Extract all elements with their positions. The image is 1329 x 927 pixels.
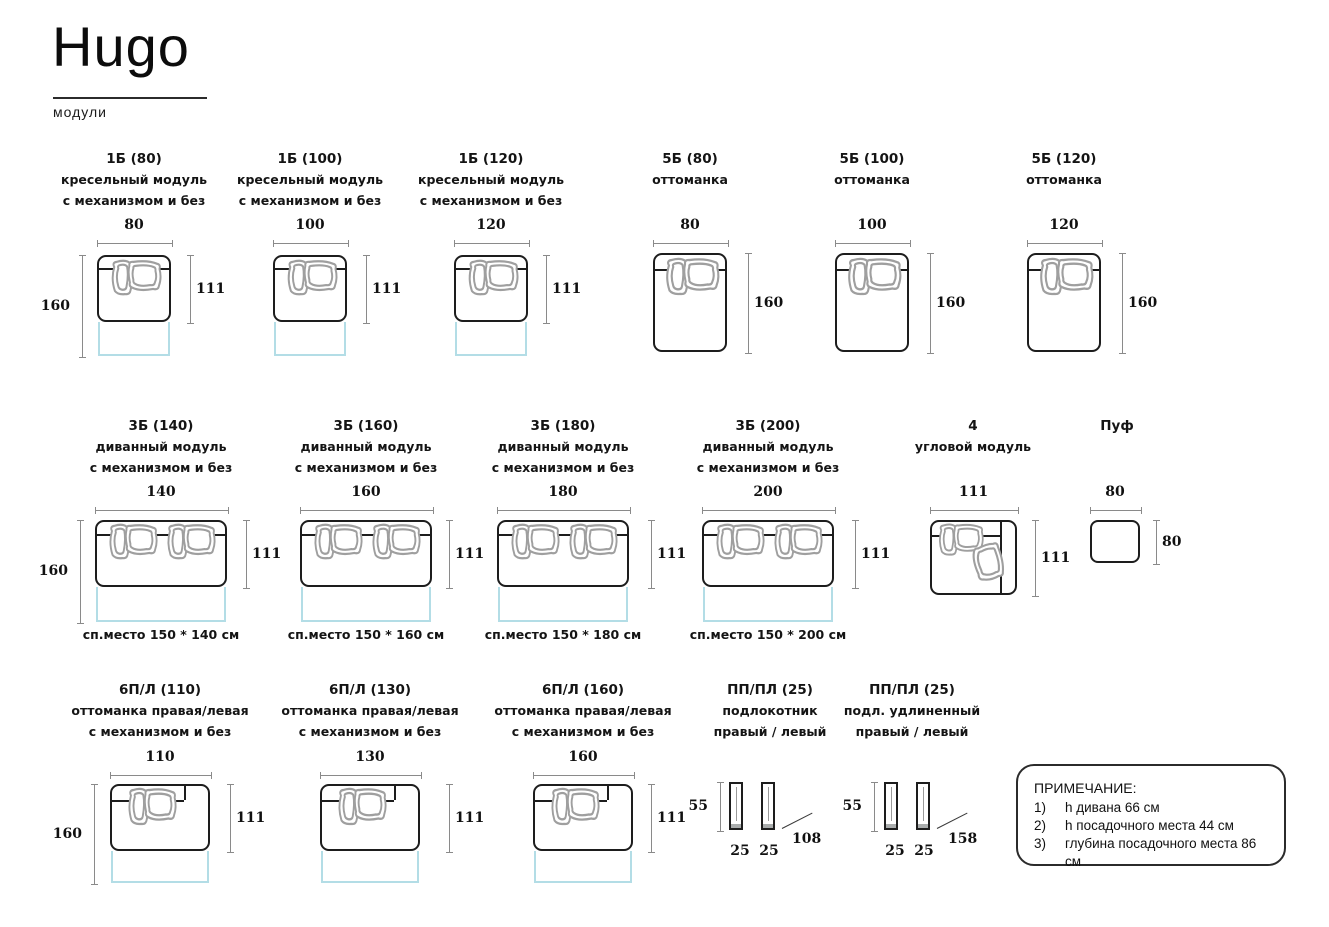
arm-long-armrest-outline: [884, 782, 898, 830]
pillows-icon: [545, 786, 601, 828]
b6-110-subtitle: с механизмом и без: [88, 724, 232, 739]
pouf-title: Пуф: [1100, 418, 1134, 434]
corner-width-dim-line: [930, 507, 1019, 514]
note-item-number: 1): [1034, 800, 1047, 815]
b3-160-subtitle: с механизмом и без: [294, 460, 438, 475]
arm-long-subtitle: правый / левый: [855, 724, 969, 739]
pillows-icon: [563, 522, 619, 562]
b3-200-subtitle: диванный модуль: [702, 439, 834, 454]
b1-80-width-dim-line: [97, 240, 173, 247]
b6-160-title: 6П/Л (160): [541, 682, 625, 698]
b6-110-back-step: [184, 786, 186, 800]
b1-100-width-dim: 100: [295, 217, 325, 233]
b5-120-depth-dim: 160: [1128, 294, 1158, 311]
b3-180-mechanism-outline: [498, 587, 628, 622]
b6-110-total_depth-dim-line: [91, 784, 98, 885]
b5-100-depth-dim-line: [927, 253, 934, 354]
arm-std-length-leader-line: [782, 813, 813, 829]
b3-160-title: 3Б (160): [333, 418, 399, 434]
b5-120-width-dim-line: [1027, 240, 1103, 247]
pillows-icon: [308, 522, 364, 562]
b6-160-subtitle: оттоманка правая/левая: [494, 703, 672, 718]
b5-120-title: 5Б (120): [1031, 151, 1097, 167]
note-item: [1034, 817, 1274, 835]
b1-100-subtitle: с механизмом и без: [238, 193, 382, 208]
pouf-width-dim: 80: [1105, 484, 1125, 500]
b3-200-mechanism-outline: [703, 587, 833, 622]
b3-160-mechanism-outline: [301, 587, 431, 622]
b3-180-width-dim: 180: [548, 484, 578, 500]
b1-80-seat_depth-dim: 111: [196, 280, 226, 297]
arm-std-armrest-outline: [761, 782, 775, 830]
b3-160-bed-size: сп.место 150 * 160 см: [287, 627, 445, 642]
b3-140-total_depth-dim-line: [77, 520, 84, 624]
b1-100-title: 1Б (100): [277, 151, 343, 167]
corner-depth-dim-line: [1032, 520, 1039, 597]
b5-80-depth-dim-line: [745, 253, 752, 354]
b3-180-width-dim-line: [497, 507, 631, 514]
b1-120-subtitle: кресельный модуль: [417, 172, 565, 187]
b1-80-total_depth-dim: 160: [40, 297, 70, 314]
pouf-depth-dim-line: [1153, 520, 1160, 565]
arm-std-armrest-outline: [729, 782, 743, 830]
b6-130-title: 6П/Л (130): [328, 682, 412, 698]
page-subtitle: модули: [53, 104, 107, 120]
b6-160-width-dim: 160: [568, 749, 598, 765]
pouf-width-dim-line: [1090, 507, 1142, 514]
b1-120-title: 1Б (120): [458, 151, 524, 167]
b1-80-total_depth-dim-line: [79, 255, 86, 358]
b1-100-seat_depth-dim-line: [363, 255, 370, 324]
b5-100-width-dim: 100: [857, 217, 887, 233]
b1-120-mechanism-outline: [455, 322, 527, 356]
arm-std-width-dim: 25: [759, 843, 779, 859]
b6-110-width-dim: 110: [145, 749, 175, 765]
b6-160-mechanism-outline: [534, 851, 632, 883]
arm-long-length-leader-line: [937, 813, 968, 829]
b5-80-depth-dim: 160: [754, 294, 784, 311]
b3-160-width-dim-line: [300, 507, 434, 514]
b3-200-bed-size: сп.место 150 * 200 см: [689, 627, 847, 642]
b3-180-subtitle: с механизмом и без: [491, 460, 635, 475]
b1-100-width-dim-line: [273, 240, 349, 247]
b6-110-total_depth-dim: 160: [52, 825, 82, 842]
b3-140-mechanism-outline: [96, 587, 226, 622]
pillows-icon: [841, 256, 903, 298]
b1-100-subtitle: кресельный модуль: [236, 172, 384, 187]
pillows-icon: [281, 258, 339, 298]
arm-std-subtitle: подлокотник: [722, 703, 818, 718]
arm-long-length-dim: 158: [948, 831, 978, 847]
arm-std-subtitle: правый / левый: [713, 724, 827, 739]
b1-120-seat_depth-dim-line: [543, 255, 550, 324]
b1-80-subtitle: кресельный модуль: [60, 172, 208, 187]
note-item-number: 2): [1034, 818, 1047, 833]
b5-80-subtitle: оттоманка: [652, 172, 728, 187]
title-underline: [53, 97, 207, 99]
b1-80-seat_depth-dim-line: [187, 255, 194, 324]
b1-120-width-dim-line: [454, 240, 530, 247]
note-item: [1034, 835, 1274, 871]
b5-120-width-dim: 120: [1049, 217, 1079, 233]
b1-80-title: 1Б (80): [106, 151, 162, 167]
b5-120-depth-dim-line: [1119, 253, 1126, 354]
arm-long-width-dim: 25: [885, 843, 905, 859]
b3-180-bed-size: сп.место 150 * 180 см: [484, 627, 642, 642]
pillows-icon: [1033, 256, 1095, 298]
b5-100-depth-dim: 160: [936, 294, 966, 311]
b1-120-seat_depth-dim: 111: [552, 280, 582, 297]
b3-180-subtitle: диванный модуль: [497, 439, 629, 454]
page-title: Hugo: [52, 15, 190, 78]
b6-110-seat_depth-dim-line: [227, 784, 234, 853]
b3-140-title: 3Б (140): [128, 418, 194, 434]
b5-80-title: 5Б (80): [662, 151, 718, 167]
corner-subtitle: угловой модуль: [914, 439, 1032, 454]
corner-depth-dim: 111: [1041, 549, 1071, 566]
b5-100-title: 5Б (100): [839, 151, 905, 167]
pillows-icon: [122, 786, 178, 828]
pouf-outline: [1090, 520, 1140, 563]
b6-130-width-dim: 130: [355, 749, 385, 765]
b6-110-mechanism-outline: [111, 851, 209, 883]
b1-120-width-dim: 120: [476, 217, 506, 233]
b5-120-subtitle: оттоманка: [1026, 172, 1102, 187]
b3-140-subtitle: с механизмом и без: [89, 460, 233, 475]
b6-130-seat_depth-dim: 111: [455, 809, 485, 826]
b6-160-back-step: [607, 786, 609, 800]
b3-140-subtitle: диванный модуль: [95, 439, 227, 454]
pillows-icon: [103, 522, 159, 562]
b1-100-mechanism-outline: [274, 322, 346, 356]
b6-130-subtitle: с механизмом и без: [298, 724, 442, 739]
arm-long-h-dim: 55: [842, 798, 862, 814]
b5-100-width-dim-line: [835, 240, 911, 247]
b6-110-seat_depth-dim: 111: [236, 809, 266, 826]
b3-140-total_depth-dim: 160: [38, 563, 68, 579]
arm-long-width-dim: 25: [914, 843, 934, 859]
b3-140-seat_depth-dim-line: [243, 520, 250, 589]
b3-200-subtitle: с механизмом и без: [696, 460, 840, 475]
b3-180-seat_depth-dim-line: [648, 520, 655, 589]
b3-200-width-dim: 200: [753, 484, 783, 500]
pillows-icon: [505, 522, 561, 562]
arm-long-armrest-outline: [916, 782, 930, 830]
b3-200-seat_depth-dim-line: [852, 520, 859, 589]
b1-80-subtitle: с механизмом и без: [62, 193, 206, 208]
pillows-icon: [105, 258, 163, 298]
b1-120-subtitle: с механизмом и без: [419, 193, 563, 208]
pillows-icon: [768, 522, 824, 562]
note-item-number: 3): [1034, 836, 1047, 851]
pillows-icon: [332, 786, 388, 828]
b3-180-title: 3Б (180): [530, 418, 596, 434]
arm-std-h-dim-line: [717, 782, 724, 832]
b3-140-width-dim-line: [95, 507, 229, 514]
b3-160-seat_depth-dim: 111: [455, 545, 485, 562]
b6-130-width-dim-line: [320, 772, 422, 779]
pouf-depth-dim: 80: [1162, 533, 1182, 550]
pillows-icon: [161, 522, 217, 562]
pillows-icon: [710, 522, 766, 562]
b5-100-subtitle: оттоманка: [834, 172, 910, 187]
b3-140-seat_depth-dim: 111: [252, 545, 282, 562]
b3-180-seat_depth-dim: 111: [657, 545, 687, 562]
note-title: ПРИМЕЧАНИЕ:: [1034, 780, 1137, 796]
corner-title: 4: [968, 418, 978, 434]
arm-std-title: ПП/ПЛ (25): [727, 682, 813, 698]
note-box: [1016, 764, 1286, 869]
arm-std-length-dim: 108: [792, 831, 822, 847]
b1-80-mechanism-outline: [98, 322, 170, 356]
b1-100-seat_depth-dim: 111: [372, 280, 402, 297]
b6-110-title: 6П/Л (110): [118, 682, 202, 698]
arm-std-h-dim: 55: [688, 798, 708, 814]
b1-80-width-dim: 80: [124, 217, 144, 233]
arm-long-subtitle: подл. удлиненный: [843, 703, 981, 718]
pillows-icon: [366, 522, 422, 562]
arm-long-h-dim-line: [871, 782, 878, 832]
b6-160-width-dim-line: [533, 772, 635, 779]
note-item-text: h посадочного места 44 см: [1065, 818, 1234, 833]
b5-80-width-dim: 80: [680, 217, 700, 233]
arm-long-title: ПП/ПЛ (25): [869, 682, 955, 698]
b6-130-mechanism-outline: [321, 851, 419, 883]
note-item-text: h дивана 66 см: [1065, 800, 1160, 815]
note-item: [1034, 799, 1274, 817]
arm-std-width-dim: 25: [730, 843, 750, 859]
b3-200-title: 3Б (200): [735, 418, 801, 434]
corner-width-dim: 111: [958, 484, 989, 500]
b6-130-subtitle: оттоманка правая/левая: [281, 703, 459, 718]
b6-110-width-dim-line: [110, 772, 212, 779]
b6-130-back-step: [394, 786, 396, 800]
pillows-icon: [462, 258, 520, 298]
b6-110-subtitle: оттоманка правая/левая: [71, 703, 249, 718]
b5-80-width-dim-line: [653, 240, 729, 247]
b6-160-seat_depth-dim: 111: [657, 809, 687, 826]
b3-160-subtitle: диванный модуль: [300, 439, 432, 454]
b3-160-width-dim: 160: [351, 484, 381, 500]
b3-200-seat_depth-dim: 111: [861, 545, 891, 562]
b3-160-seat_depth-dim-line: [446, 520, 453, 589]
b6-160-subtitle: с механизмом и без: [511, 724, 655, 739]
note-item-text: глубина посадочного места 86 см: [1065, 836, 1257, 869]
pillows-icon: [659, 256, 721, 298]
b3-140-width-dim: 140: [146, 484, 176, 500]
b3-200-width-dim-line: [702, 507, 836, 514]
b3-140-bed-size: сп.место 150 * 140 см: [82, 627, 240, 642]
b6-160-seat_depth-dim-line: [648, 784, 655, 853]
b6-130-seat_depth-dim-line: [446, 784, 453, 853]
